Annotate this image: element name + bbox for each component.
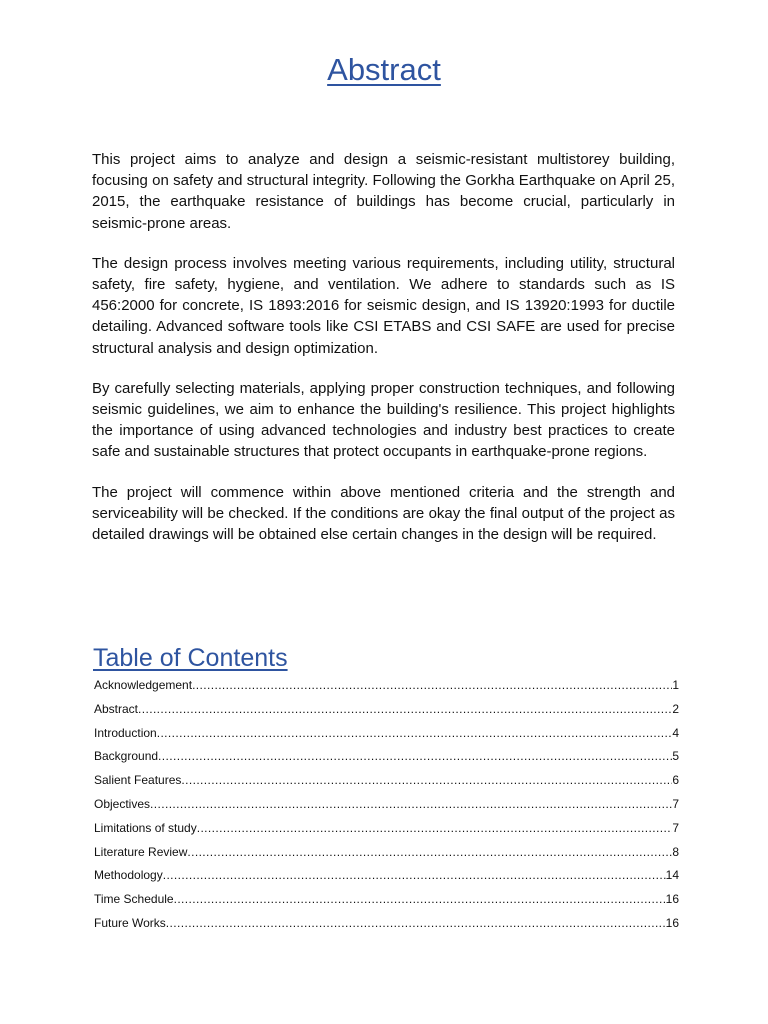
abstract-paragraph: The design process involves meeting various requirements, including utility, structural safety, fire safety, hygiene, and ventilation. We adhere to standards such as IS 456:2000 for concrete, IS 1893:2016 for seismic design, and IS 13920:1993 for ductile detailing. Advanced software tools like CSI ETABS and CSI SAFE are used for precise structural analysis and design optimization. — [92, 254, 675, 357]
toc-entry-time-schedule[interactable] — [94, 888, 679, 912]
toc-entry-objectives[interactable] — [94, 793, 679, 817]
toc-entry-label: Literature Review — [94, 844, 188, 859]
toc-entry-label: Time Schedule — [94, 892, 174, 907]
toc-entry-label: Methodology — [94, 868, 163, 883]
toc-entry-page: 6 — [672, 773, 679, 788]
toc-entry-abstract[interactable] — [94, 698, 679, 722]
toc-entry-page: 8 — [672, 844, 679, 859]
toc-entry-literature-review[interactable] — [94, 841, 679, 865]
toc-entry-label: Objectives — [94, 796, 151, 811]
toc-dot-leader — [181, 769, 672, 793]
abstract-body — [92, 149, 675, 564]
toc-entry-label: Future Works — [94, 915, 166, 930]
toc-entry-page: 14 — [665, 868, 679, 883]
toc-dot-leader — [163, 864, 666, 888]
toc-entry-label: Acknowledgement — [94, 678, 193, 692]
toc-list — [94, 674, 679, 936]
toc-title: Table of Contents — [93, 644, 288, 672]
toc-entry-page: 1 — [672, 678, 679, 692]
toc-entry-introduction[interactable] — [94, 722, 679, 746]
toc-dot-leader — [174, 888, 666, 912]
abstract-title: Abstract — [327, 52, 441, 87]
toc-entry-label: Background — [94, 749, 159, 764]
toc-entry-page: 7 — [672, 820, 679, 835]
toc-entry-page: 16 — [665, 915, 679, 930]
toc-entry-page: 4 — [672, 725, 679, 740]
toc-entry-page: 16 — [665, 892, 679, 907]
toc-entry-salient-features[interactable] — [94, 769, 679, 793]
toc-dot-leader — [187, 841, 672, 865]
toc-dot-leader — [150, 793, 672, 817]
toc-entry-limitations-of-study[interactable] — [94, 817, 679, 841]
toc-entry-future-works[interactable] — [94, 912, 679, 936]
toc-dot-leader — [157, 722, 673, 746]
toc-entry-label: Abstract — [94, 701, 139, 716]
toc-dot-leader — [166, 912, 666, 936]
toc-entry-label: Limitations of study — [94, 820, 197, 835]
toc-entry-page: 7 — [672, 796, 679, 811]
abstract-paragraph: This project aims to analyze and design a seismic-resistant multistorey building, focusing on safety and structural integrity. Following the Gorkha Earthquake on April 25, 2015, the earthquake resistance of buildings has become crucial, particularly in seismic-prone areas. — [92, 151, 675, 232]
toc-dot-leader — [192, 674, 672, 698]
toc-dot-leader — [158, 745, 672, 769]
abstract-paragraph: The project will commence within above mentioned criteria and the strength and serviceability will be checked. If the conditions are okay the final output of the project as detailed drawings will be obtained else certain changes in the design will be required. — [92, 483, 675, 544]
toc-entry-background[interactable] — [94, 745, 679, 769]
toc-dot-leader — [197, 817, 673, 841]
abstract-paragraph: By carefully selecting materials, applying proper construction techniques, and following seismic guidelines, we aim to enhance the building's resilience. This project highlights the importance of using advanced technologies and industry best practices to create safe and sustainable structures that protect occupants in earthquake-prone regions. — [92, 379, 675, 461]
toc-entry-acknowledgement[interactable] — [94, 674, 679, 698]
toc-entry-label: Salient Features — [94, 773, 182, 788]
toc-entry-label: Introduction — [94, 725, 157, 740]
toc-entry-methodology[interactable] — [94, 864, 679, 888]
toc-entry-page: 2 — [672, 701, 679, 716]
toc-entry-page: 5 — [672, 749, 679, 764]
toc-dot-leader — [138, 698, 672, 722]
